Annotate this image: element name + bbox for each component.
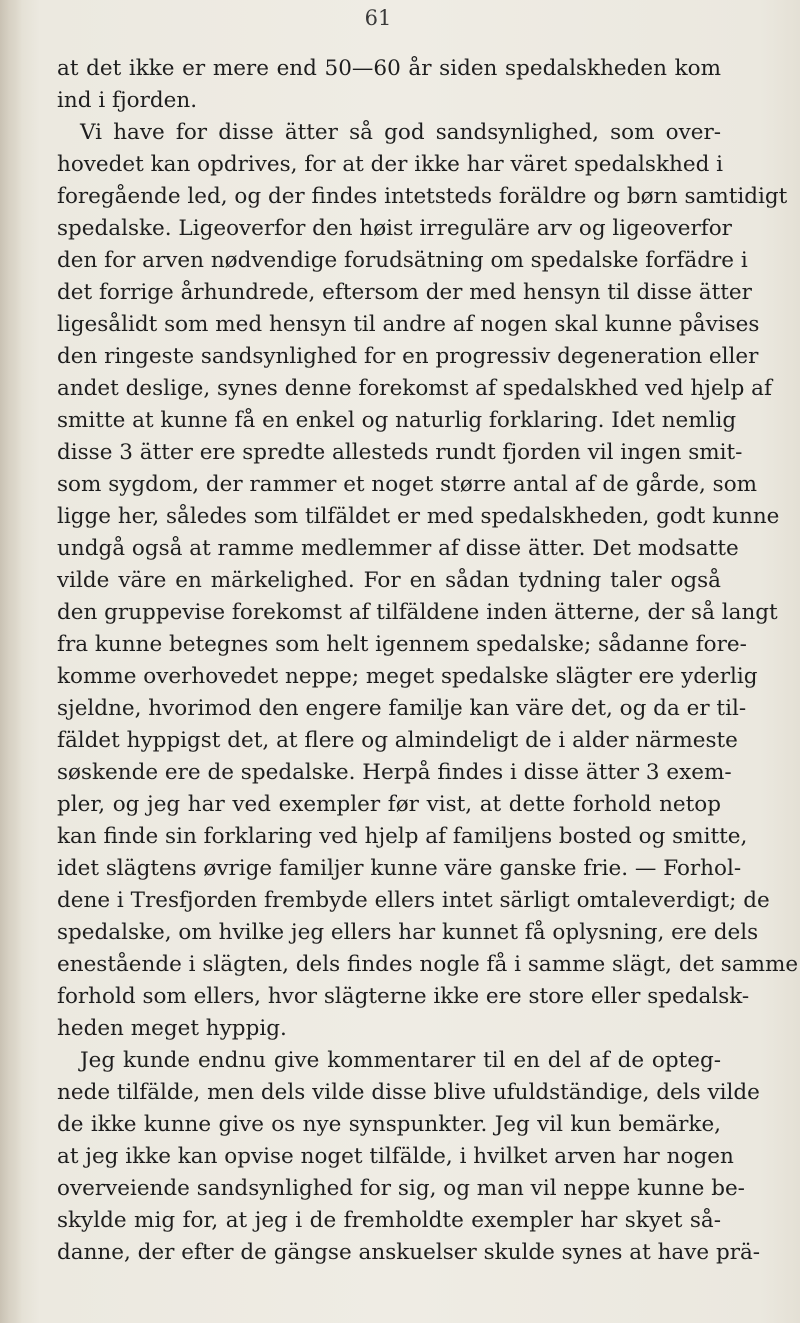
- text-line: spedalske. Ligeoverfor den høist irreguläre arv og ligeoverfor: [57, 216, 732, 241]
- text-line: fäldet hyppigst det, at flere og almindeligt de i alder närmeste: [57, 728, 738, 753]
- text-line: fra kunne betegnes som helt igennem spedalske; sådanne fore-: [57, 632, 747, 657]
- text-line: danne, der efter de gängse anskuelser skulde synes at have prä-: [57, 1240, 761, 1265]
- text-line: ligge her, således som tilfäldet er med spedalskheden, godt kunne: [57, 504, 780, 529]
- text-line: pler, og jeg har ved exempler før vist, at dette forhold netop: [57, 792, 721, 817]
- text-line: heden meget hyppig.: [57, 1016, 287, 1041]
- text-line: nede tilfälde, men dels vilde disse blive ufuldständige, dels vilde: [57, 1080, 760, 1105]
- page-number: 61: [364, 6, 392, 30]
- text-line: ind i fjorden.: [57, 88, 198, 113]
- text-line: at jeg ikke kan opvise noget tilfälde, i hvilket arven har nogen: [57, 1144, 734, 1169]
- text-line: disse 3 ätter ere spredte allesteds rundt fjorden vil ingen smit-: [57, 440, 743, 465]
- text-line: at det ikke er mere end 50—60 år siden spedalskheden kom: [57, 56, 721, 81]
- text-line: Jeg kunde endnu give kommentarer til en del af de opteg-: [80, 1048, 721, 1073]
- text-line: komme overhovedet neppe; meget spedalske slägter ere yderlig: [57, 664, 758, 689]
- text-line: den gruppevise forekomst af tilfäldene inden ätterne, der så langt: [57, 600, 778, 625]
- text-line: kan finde sin forklaring ved hjelp af familjens bosted og smitte,: [57, 824, 748, 849]
- text-line: undgå også at ramme medlemmer af disse ätter. Det modsatte: [57, 536, 739, 561]
- text-line: smitte at kunne få en enkel og naturlig forklaring. Idet nemlig: [57, 408, 737, 433]
- text-line: andet deslige, synes denne forekomst af spedalskhed ved hjelp af: [57, 376, 772, 401]
- text-line: som sygdom, der rammer et noget større antal af de gårde, som: [57, 472, 758, 497]
- text-line: overveiende sandsynlighed for sig, og man vil neppe kunne be-: [57, 1176, 745, 1201]
- text-line: skylde mig for, at jeg i de fremholdte exempler har skyet så-: [57, 1208, 721, 1233]
- text-line: dene i Tresfjorden frembyde ellers intet särligt omtaleverdigt; de: [57, 888, 770, 913]
- text-line: den for arven nødvendige forudsätning om spedalske forfädre i: [57, 248, 748, 273]
- text-line: ligesålidt som med hensyn til andre af nogen skal kunne påvises: [57, 312, 760, 337]
- text-line: det forrige århundrede, eftersom der med hensyn til disse ätter: [57, 280, 752, 305]
- text-line: Vi have for disse ätter så god sandsynlighed, som over-: [80, 120, 721, 145]
- text-line: hovedet kan opdrives, for at der ikke har väret spedalskhed i: [57, 152, 724, 177]
- text-line: enestående i slägten, dels findes nogle få i samme slägt, det samme: [57, 952, 799, 977]
- text-line: idet slägtens øvrige familjer kunne väre ganske frie. — Forhol-: [57, 856, 742, 881]
- text-line: den ringeste sandsynlighed for en progressiv degeneration eller: [57, 344, 759, 369]
- text-line: forhold som ellers, hvor slägterne ikke ere store eller spedalsk-: [57, 984, 750, 1009]
- text-line: de ikke kunne give os nye synspunkter. Jeg vil kun bemärke,: [57, 1112, 721, 1137]
- text-line: foregående led, og der findes intetsteds foräldre og børn samtidigt: [57, 184, 788, 209]
- text-line: vilde väre en märkelighed. For en sådan tydning taler også: [57, 568, 721, 593]
- text-line: søskende ere de spedalske. Herpå findes i disse ätter 3 exem-: [57, 760, 732, 785]
- text-line: spedalske, om hvilke jeg ellers har kunnet få oplysning, ere dels: [57, 920, 759, 945]
- text-line: sjeldne, hvorimod den engere familje kan väre det, og da er til-: [57, 696, 747, 721]
